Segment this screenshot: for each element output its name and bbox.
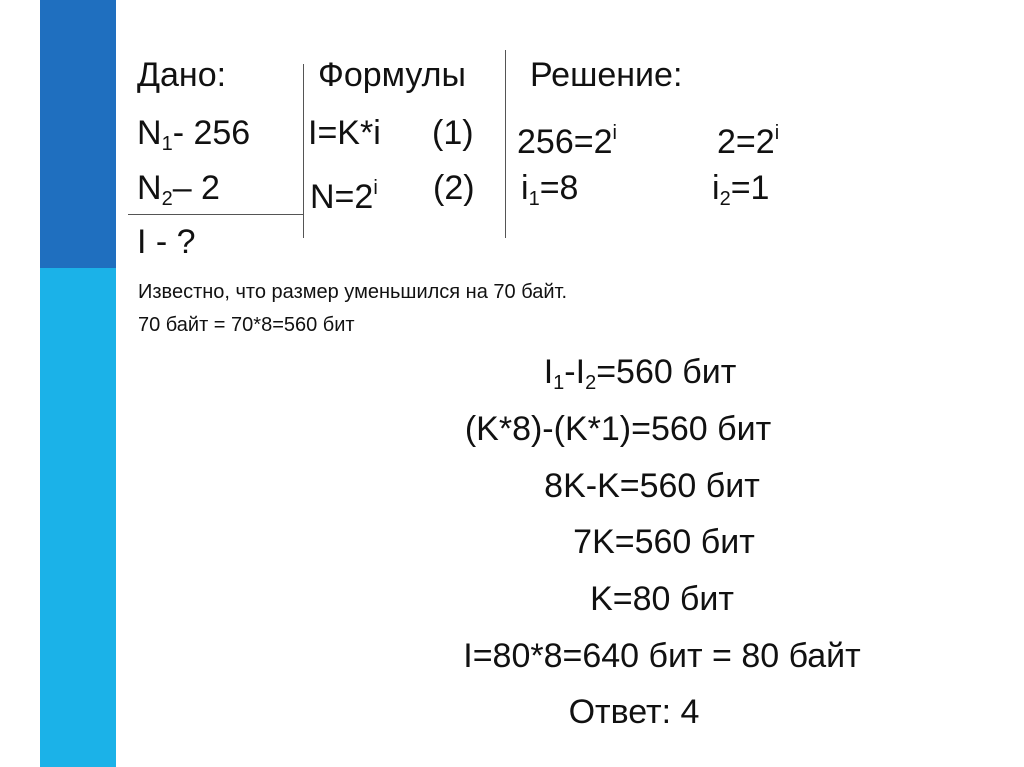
- formula-1-expr: I=K*i: [308, 114, 381, 152]
- step-1: $I_1-I_2=560$ бит: [543, 353, 737, 394]
- formula-2-expr: $N=2^i$: [310, 177, 378, 216]
- equation-256: $256=2^i$: [517, 122, 617, 161]
- i2-value: $i_2=1$: [712, 169, 770, 210]
- solution-label: Решение:: [530, 56, 683, 94]
- note-line-1: Известно, что размер уменьшился на 70 байт.: [138, 281, 567, 303]
- formula-2-number: (2): [433, 169, 475, 207]
- step-6: I=80*8=640 бит = 80 байт: [463, 637, 861, 675]
- step-5: K=80 бит: [590, 580, 734, 618]
- given-label: Дано:: [137, 56, 227, 94]
- step-4: 7K=560 бит: [573, 523, 755, 561]
- note-line-2: 70 байт = 70*8=560 бит: [138, 314, 355, 336]
- equation-2: $2=2^i$: [717, 122, 780, 161]
- step-2: (K*8)-(K*1)=560 бит: [464, 410, 772, 448]
- accent-bar-light: [40, 268, 116, 767]
- formulas-label: Формулы: [318, 56, 466, 94]
- accent-bar-dark: [40, 0, 116, 268]
- i1-value: $i_1=8$: [521, 169, 579, 210]
- answer: Ответ: 4: [568, 693, 700, 731]
- divider-formulas-solution: [505, 50, 506, 238]
- step-3: 8K-K=560 бит: [544, 467, 760, 505]
- divider-given-formulas: [303, 64, 304, 238]
- given-n2: $N_2-$ 2: [137, 169, 220, 210]
- given-n1: $N_1-$ 256: [137, 114, 251, 155]
- unknown-i: I - ?: [137, 223, 196, 261]
- divider-given-unknown: [128, 214, 303, 215]
- formula-1-number: (1): [432, 114, 474, 152]
